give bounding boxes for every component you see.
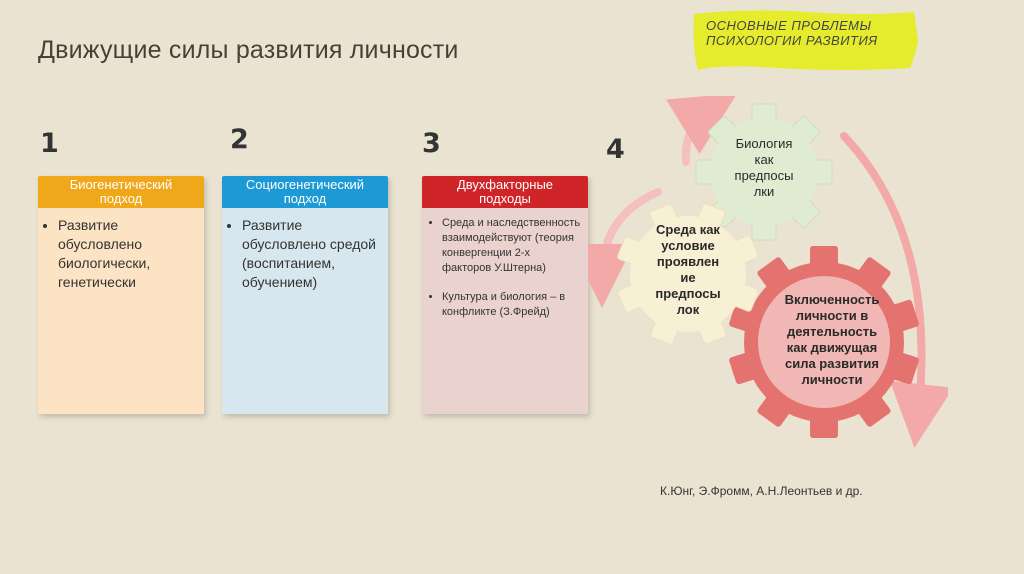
card-header-line-1: Двухфакторные	[456, 177, 554, 192]
gear-text-line: предпосы	[655, 286, 721, 301]
card-list	[44, 216, 198, 302]
card-header	[422, 176, 588, 208]
card-header-line-2: подходы	[479, 191, 531, 206]
list-item: • Культура и биология – в конфликте (З.Фрейд)	[442, 290, 582, 320]
cycle-arrow-top	[686, 110, 710, 162]
card-header	[38, 176, 204, 208]
sticker-text	[706, 18, 878, 48]
gear-text-line: деятельность	[786, 324, 878, 339]
card-list	[428, 216, 582, 334]
gear-text-line: как движущая	[786, 340, 878, 355]
gear-text-line: Включенность	[784, 292, 880, 307]
list-item: • Развитие обусловлено биологически, генетически	[58, 216, 198, 292]
gear-text-line: проявлен	[656, 254, 720, 269]
slide-title: Движущие силы развития личности	[38, 36, 459, 64]
number-4: 4	[606, 134, 625, 165]
gear-text-line: личности	[801, 372, 863, 387]
card-list	[228, 216, 382, 302]
number-1: 1	[40, 128, 59, 159]
gear-text-line: лки	[753, 184, 775, 199]
sticker-line-2: ПСИХОЛОГИИ РАЗВИТИЯ	[706, 33, 878, 48]
gear-text-line: сила развития	[784, 356, 880, 371]
card-header-line-2: подход	[99, 191, 143, 206]
gear-text-line: Среда как	[656, 222, 720, 237]
number-2: 2	[230, 124, 249, 155]
gear-text-line: лок	[676, 302, 700, 317]
gear-text-line: условие	[661, 238, 715, 253]
card-header-line-2: подход	[283, 191, 327, 206]
gear-environment-label	[636, 222, 740, 318]
card-header-line-1: Социогенетический	[245, 177, 365, 192]
gear-text-line: предпосы	[734, 168, 794, 183]
number-3: 3	[422, 128, 441, 159]
card-two-factor	[422, 176, 588, 414]
sticker-line-1: ОСНОВНЫЕ ПРОБЛЕМЫ	[706, 18, 872, 33]
list-item: • Развитие обусловлено средой (воспитанием, обучением)	[242, 216, 382, 292]
list-item: • Среда и наследственность взаимодействуют (теория конвергенции 2-х факторов У.Штерна)	[442, 216, 582, 276]
card-header-line-1: Биогенетический	[69, 177, 173, 192]
card-sociogenetic	[222, 176, 388, 414]
card-biogenetic	[38, 176, 204, 414]
gear-biology-label	[712, 136, 816, 200]
gear-text-line: ие	[680, 270, 696, 285]
gear-text-line: как	[754, 152, 774, 167]
gear-text-line: Биология	[735, 136, 793, 151]
card-header	[222, 176, 388, 208]
authors-note: К.Юнг, Э.Фромм, А.Н.Леонтьев и др.	[660, 484, 863, 498]
gear-text-line: личности в	[795, 308, 869, 323]
gear-involvement-label	[762, 292, 902, 388]
